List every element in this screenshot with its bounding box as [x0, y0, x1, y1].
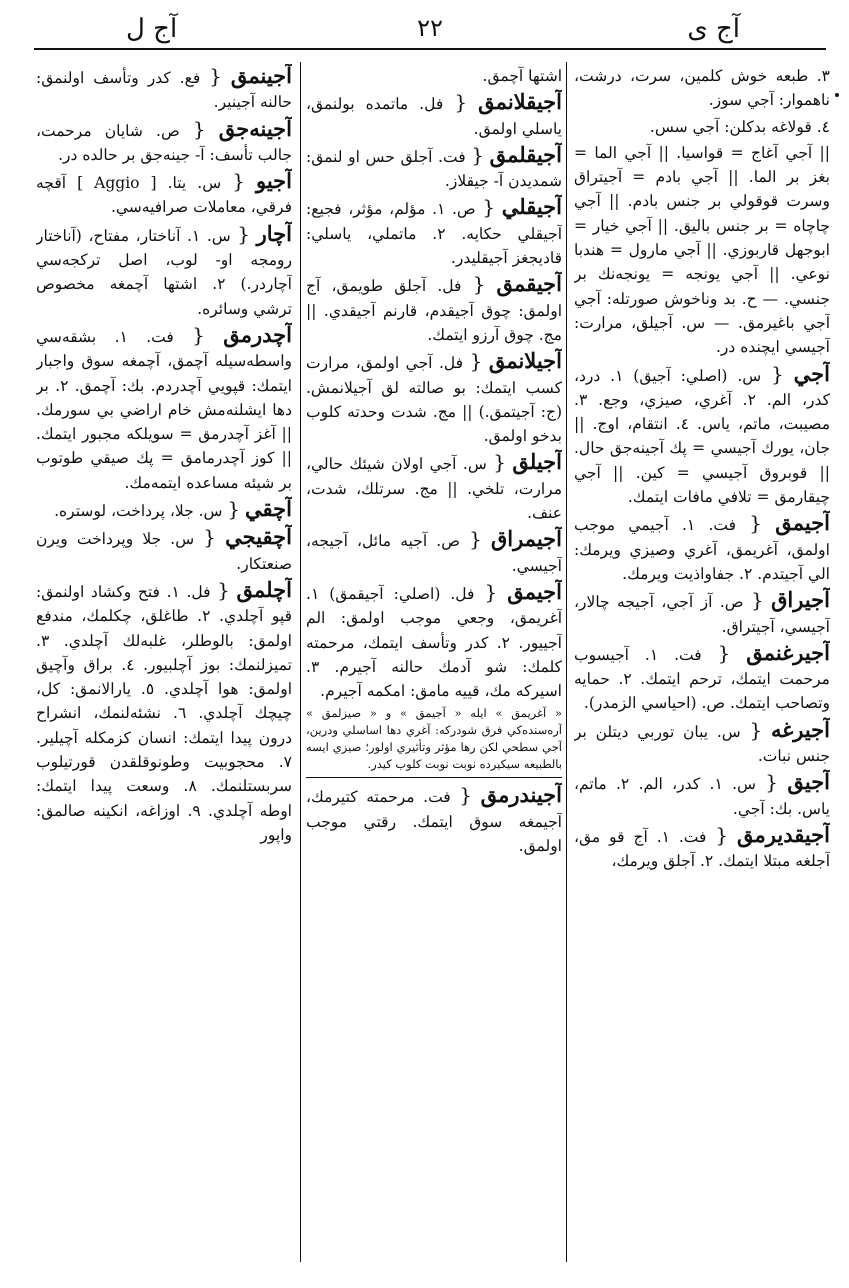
dictionary-entry [36, 117, 292, 168]
brace: { [471, 142, 484, 167]
entry-headword: آجيرغه [771, 716, 830, 742]
brace: { [749, 717, 763, 742]
entry-gloss: فل. (اصلي: آجيقمق) ١. آغريمق، وجعي [306, 584, 562, 628]
entry-text: ايتمك: بو صالته لق آجيلانمش. (ج: آجيتمق.) || مج. شدت وحدته كلوب بدخو اولمق. [306, 378, 562, 446]
brace: { [227, 497, 241, 522]
entry-headword: آجيق [787, 769, 830, 795]
brace: { [192, 116, 206, 141]
entry-headword: آجيو [255, 168, 292, 194]
entry-gloss: ص. شايان مرحمت، جالب تأسف: آ- [36, 121, 292, 164]
entry-text: ٢. ماتملي، ياسلي: قاديجغز آجيقليدر. [306, 224, 562, 268]
brace: { [469, 527, 482, 552]
brace: { [765, 770, 779, 795]
entry-gloss: فل. ماتمده بولنمق، ياسلي اولمق. [306, 95, 562, 138]
dictionary-entry [36, 578, 292, 847]
entry-headword: آجيمراق [490, 526, 562, 552]
dictionary-entry [306, 783, 562, 858]
dictionary-entry [574, 588, 830, 639]
dictionary-entry [36, 64, 292, 115]
dictionary-entry [36, 323, 292, 495]
dictionary-entry [574, 770, 830, 821]
separator-rule [306, 777, 562, 778]
dictionary-entry [306, 349, 562, 448]
entry-gloss: فل. آجلق طويمق، آج اولمق: چوق [306, 277, 562, 320]
entry-text: جيقلاز. [444, 172, 489, 191]
dictionary-entry [574, 718, 830, 769]
entry-text: ٢. طاغلق، چكلمك، مندفع اولمق: بالوطلر، غلبه‌لك آچلدي. ٣. تميزلنمك: بوز آچلبيور. ٤. براق وآچيق اولمق: هوا آچلدي. ٥. يارالانمق: كل، چيچك آچلدي. ٦. نشئه‌لنمك، انشراح درون پيدا ايتمك: انسان كزمكله آچيلير. ٧. محجوبيت وطونوقلقدن قورتيلوب سربستلنمك. ٨. وسعت پيدا ايتمك: اوطه آچلدي. ٩. اوزاغه، انكينه صالمق: واپور [36, 607, 292, 844]
dictionary-entry [306, 195, 562, 270]
entry-headword: آجيقلمق [489, 141, 562, 167]
dictionary-entry [574, 823, 830, 874]
entry-headword: آجيمق [507, 578, 562, 604]
entry-gloss: س. آجي اولان شيئك حالي، مرارت، تلخي. [306, 455, 562, 498]
entry-gloss: ص. آجيه مائل، آجيجه، آجيسي. [306, 532, 562, 575]
entry-headword: آجيراق [771, 587, 830, 613]
definition-text: ٣. طبعه خوش كلمين، سرت، درشت، ناهموار: آجي سوز. [574, 67, 830, 110]
page-number: ٢٢ [417, 14, 443, 42]
entry-headword: آچدرمق [223, 321, 292, 347]
dictionary-entry [306, 143, 562, 194]
entry-text: آغري وصيزي ويرمك: الي آجيتدم. ٢. جفاواذيت ويرمك. [574, 540, 830, 583]
column-left [36, 64, 292, 1260]
entry-text: آجيتراق. [721, 617, 775, 636]
entry-text: || مج. سرتلك، شدت، عنف. [306, 479, 562, 523]
entry-headword: آجيقمق [496, 271, 562, 297]
entry-headword: آجيقلانمق [478, 89, 562, 115]
brace: { [217, 577, 230, 602]
entry-headword: آجيمق [775, 510, 830, 536]
entry-text: مبتلا ايتمك. ٢. آجلق ويرمك، [611, 852, 791, 871]
entry-gloss: فت. ١. آجيسوب مرحمت ايتمك، [574, 645, 830, 689]
definition-text: اشتها آچمق. [482, 67, 562, 85]
dictionary-entry [306, 580, 562, 703]
brace: { [484, 579, 498, 604]
entry-gloss: س. جلا، پرداخت، لوستره. [54, 502, 223, 521]
entry-headword: آجينه‌جق [218, 115, 292, 141]
margin-mark [835, 93, 839, 97]
entry-headword: آجيقلي [501, 194, 562, 220]
dictionary-entry [36, 525, 292, 576]
column-middle [306, 64, 562, 1260]
entry-text: درد، كدر، الم. ٢. آغري، صيزي، وجع. ٣. مصيبت، ماتم، ياس. ٤. انتقام، اوج. || جان، يورك آجيسي = پك آجينه‌جق حال. || قوبروق آجيسي = كين. || آجي چيقارمق = تلافي مافات ايتمك. [574, 366, 830, 507]
entry-headword: آجيقديرمق [737, 821, 830, 847]
entry-gloss: ص. ١. مؤلم، مؤثر، فجيع: آجيقلي حكايه. [306, 200, 562, 243]
entry-gloss: فت. ١. آجيمي موجب اولمق، آغريمق، [574, 516, 830, 559]
entry-headword: آچقيجي [225, 524, 292, 550]
brace: { [459, 783, 473, 808]
brace: { [715, 822, 729, 847]
dictionary-entry [306, 90, 562, 141]
entry-text: آجيقدم، قارنم آجيقدي. || مج. چوق آرزو ايتمك. [306, 301, 562, 344]
entry-headword: آجيرغنمق [746, 639, 830, 665]
column-divider-left [300, 62, 301, 1262]
entry-text: آچمغه سوق واجبار ايتمك: قپويي آچدردم. بك: آچمق. ٢. بر دها ايشلنه‌مش خام اراضي بي سورمك. || آغز آچدرمق = سويلكه مجبور ايتمك. || كوز آچدرمامق = پك صيقي طوتوب بر شيئه مساعده ايتمه‌مك. [36, 352, 292, 492]
brace: { [469, 349, 483, 374]
entry-gloss: س. (اصلي: آجيق) ١. [610, 366, 762, 385]
entry-headword: آجيلانمق [488, 348, 562, 374]
dictionary-entry [306, 272, 562, 347]
entry-gloss: س. يتا. [ Aggio ] آقچه فرقي، معاملات صرافيه‌سي. [36, 174, 292, 217]
entry-text: موجب اولمق: الم آجييور. ٢. كدر وتأسف ايتمك، مرحمته كلمك: شو آدمك حالنه آجيرم. ٣. اسيركه مك، قييه مامق: امكمه آجيرم. [306, 609, 562, 701]
entry-gloss: فت. مرحمته كتيرمك، آجيمغه [306, 788, 562, 831]
brace: { [209, 64, 222, 88]
brace: { [749, 511, 762, 536]
entry-text: سوق ايتمك. رقتي موجب اولمق. [306, 812, 562, 856]
brace: { [192, 322, 205, 347]
entry-text: ترحم ايتمك. ٢. حمايه وتصاحب ايتمك. ص. (احياسي الزمدر). [574, 670, 830, 713]
dictionary-entry [306, 450, 562, 525]
entry-headword: آجي [793, 360, 830, 386]
entry-gloss: فت. آجلق حس او لنمق: شمديدن آ- [306, 147, 562, 191]
entry-headword: آچلمق [236, 576, 292, 602]
column-right [574, 64, 830, 1260]
entry-gloss: س. ١. آناختار، مفتاح، (آناختار رومجه او- [36, 226, 292, 270]
entry-gloss: فت. ١. آج قو مق، آجلغه [574, 827, 830, 871]
entry-gloss: س. يبان توربي ديتلن بر جنس نبات. [574, 722, 830, 766]
entry-gloss: ص. آز آجي، آجيجه چالار، آجيسي، [574, 593, 830, 636]
brace: { [203, 525, 217, 550]
brace: { [232, 169, 245, 194]
entry-gloss: فل. ١. فتح وكشاد اولنمق: قپو آچلدي. [36, 582, 292, 626]
column-divider-right [566, 62, 567, 1262]
brace: { [482, 195, 496, 220]
entry-text: لوب، اصل تركجه‌سي آچاردر.) ٢. اشتها آچمغه مخصوص ترشي وسائره. [36, 251, 292, 318]
brace: { [472, 272, 486, 297]
entry-gloss: فت. ١. بشقه‌سي واسطه‌سيله آچمق، [36, 327, 292, 371]
entry-gloss: س. جلا وپرداخت ويرن صنعتكار. [36, 530, 292, 573]
dictionary-entry [574, 511, 830, 586]
entry-gloss: س. ١. كدر، الم. ٢. ماتم، ياس. بك: آجي. [574, 775, 830, 818]
brace: { [771, 361, 784, 386]
header-right-letters: آج ی [687, 14, 740, 44]
entry-headword: آچقي [245, 496, 292, 522]
dictionary-entry [306, 527, 562, 578]
dictionary-entry [574, 362, 830, 510]
entry-gloss: فل. آجي اولمق، مرارت كسب [306, 354, 562, 397]
page-header [34, 12, 826, 50]
definition-text: ٤. قولاغه بدكلن: آجي سس. [649, 117, 830, 136]
brace: { [493, 450, 506, 475]
dictionary-entry [36, 169, 292, 220]
dictionary-entry [574, 641, 830, 716]
entry-headword: آجيندرمق [480, 782, 562, 808]
brace: { [717, 640, 731, 665]
brace: { [750, 588, 764, 613]
definition-text: || آجي آغاج = قواسيا. || آجي الما = بغز بر الما. || آجي بادم = آجيتراق وسرت قوقولي بر جنس بادم. || آجي چاچاه = بر جنس باليق. || آجي خيار = ابوجهل قاربوزي. || آجي مارول = هندبا نوعي. || آجي يونجه = يونجه‌نك بر جنسي. — ح. بد وناخوش صورتله: آجي آجي باغيرمق. — س. آجيلق، مرارت: آجيسي ايچنده در. [574, 143, 830, 357]
usage-note: « آغريمق » ايله « آجيمق » و « صيزلمق » آره‌سنده‌كي فرق شودركه: آغري دها اساسلي ودرين، آجي سطحي لكن رها مؤثر وتأثيري اولور؛ صيزي ايسه بالطبيعه سيكيرده نوبت نوبت كلوب كيدر. [306, 706, 562, 772]
dictionary-entry [36, 497, 292, 523]
entry-headword: آچار [256, 220, 292, 246]
entry-text: جينه‌جق بر حالده در. [58, 145, 191, 164]
entry-headword: آجينمق [230, 64, 292, 88]
header-left-letters: آج ل [126, 14, 178, 44]
brace: { [454, 90, 468, 115]
brace: { [237, 221, 251, 246]
dictionary-entry [36, 222, 292, 321]
entry-headword: آجيلق [512, 449, 562, 475]
entry-gloss: فع. كدر وتأسف اولنمق: حالنه آجينير. [36, 69, 292, 112]
